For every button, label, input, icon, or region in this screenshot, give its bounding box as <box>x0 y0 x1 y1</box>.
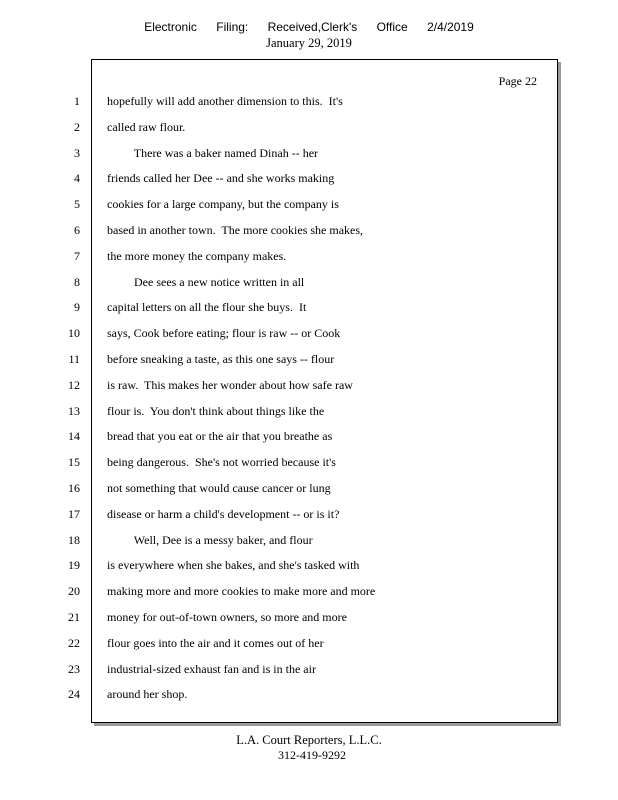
filing-word: 2/4/2019 <box>427 20 474 34</box>
line-number: 15 <box>68 455 80 469</box>
line-text: making more and more cookies to make more and more <box>107 584 376 598</box>
line-number: 18 <box>68 533 80 547</box>
line-number: 14 <box>68 429 80 443</box>
line-text: around her shop. <box>107 687 188 701</box>
page-number: Page 22 <box>498 74 537 88</box>
line-text: hopefully will add another dimension to this. It's <box>107 94 343 108</box>
line-number: 13 <box>68 404 80 418</box>
line-number: 2 <box>74 120 80 134</box>
reporter-company: L.A. Court Reporters, L.L.C. <box>236 733 382 747</box>
line-number: 19 <box>68 558 80 572</box>
line-number: 20 <box>68 584 80 598</box>
line-text: flour is. You don't think about things like the <box>107 404 325 418</box>
line-text: Well, Dee is a messy baker, and flour <box>107 533 313 547</box>
line-text: Dee sees a new notice written in all <box>107 275 305 289</box>
line-number: 12 <box>68 378 80 392</box>
line-text: flour goes into the air and it comes out of her <box>107 636 324 650</box>
transcript-date: January 29, 2019 <box>266 36 352 50</box>
line-number: 22 <box>68 636 80 650</box>
line-text: capital letters on all the flour she buys. It <box>107 300 307 314</box>
line-text: not something that would cause cancer or lung <box>107 481 331 495</box>
line-text: friends called her Dee -- and she works making <box>107 171 335 185</box>
line-number: 21 <box>68 610 80 624</box>
line-number: 16 <box>68 481 80 495</box>
line-number: 9 <box>74 300 80 314</box>
line-number: 3 <box>74 146 80 160</box>
line-text: being dangerous. She's not worried because it's <box>107 455 336 469</box>
filing-word: Office <box>376 20 408 34</box>
line-text: bread that you eat or the air that you breathe as <box>107 429 333 443</box>
line-text: based in another town. The more cookies she makes, <box>107 223 364 237</box>
reporter-phone: 312-419-9292 <box>278 748 346 762</box>
line-number: 17 <box>68 507 80 521</box>
line-number: 24 <box>68 687 80 701</box>
filing-stamp <box>0 20 618 34</box>
line-text: is everywhere when she bakes, and she's tasked with <box>107 558 360 572</box>
line-number: 23 <box>68 662 80 676</box>
line-number: 11 <box>68 352 80 366</box>
line-number: 8 <box>74 275 80 289</box>
line-text: money for out-of-town owners, so more and more <box>107 610 347 624</box>
line-text: There was a baker named Dinah -- her <box>107 146 319 160</box>
filing-word: Received,Clerk's <box>267 20 358 34</box>
line-text: disease or harm a child's development -- or is it? <box>107 507 340 521</box>
line-text: the more money the company makes. <box>107 249 287 263</box>
line-text: industrial-sized exhaust fan and is in the air <box>107 662 316 676</box>
line-number: 5 <box>74 197 80 211</box>
filing-word: Electronic <box>144 20 197 34</box>
line-text: before sneaking a taste, as this one says -- flour <box>107 352 335 366</box>
line-number: 6 <box>74 223 80 237</box>
filing-word: Filing: <box>216 20 249 34</box>
line-number: 1 <box>74 94 80 108</box>
line-number: 4 <box>74 171 80 185</box>
line-text: is raw. This makes her wonder about how safe raw <box>107 378 353 392</box>
line-text: says, Cook before eating; flour is raw -- or Cook <box>107 326 341 340</box>
line-number: 7 <box>74 249 80 263</box>
line-text: called raw flour. <box>107 120 186 134</box>
line-number: 10 <box>68 326 80 340</box>
line-text: cookies for a large company, but the company is <box>107 197 339 211</box>
